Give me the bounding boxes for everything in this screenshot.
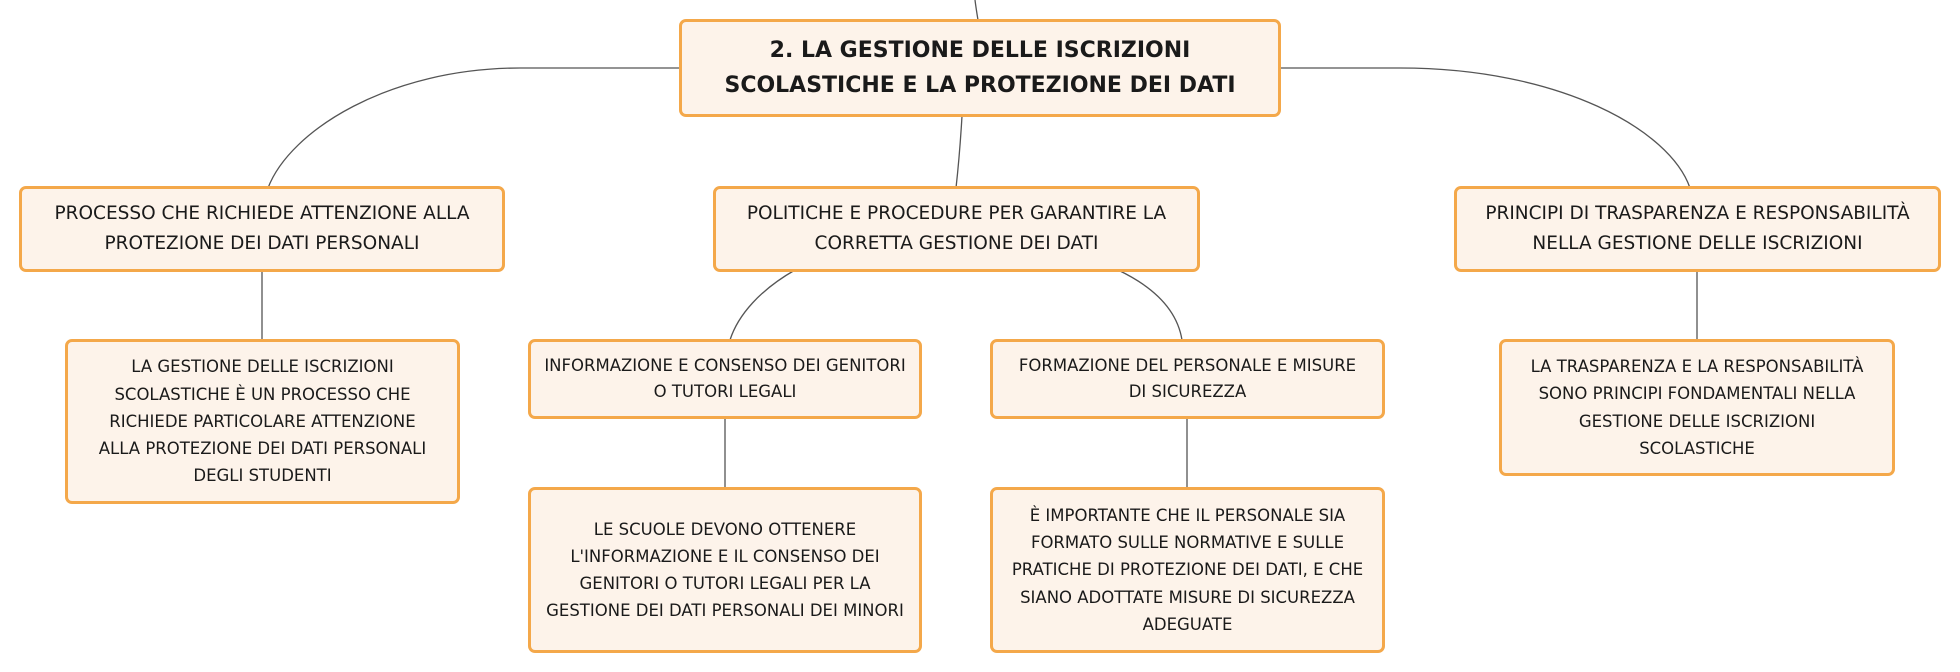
- topic-node-center-label: POLITICHE E PROCEDURE PER GARANTIRE LA CORRETTA GESTIONE DEI DATI: [746, 203, 1167, 254]
- detail-node-consent[interactable]: [528, 487, 922, 653]
- connector-top-stub: [975, 0, 978, 20]
- subtopic-node-training-label: FORMAZIONE DEL PERSONALE E MISURE DI SICUREZZA: [1018, 355, 1357, 401]
- connector-center-to-sub-a: [730, 270, 795, 340]
- detail-node-training[interactable]: [990, 487, 1385, 653]
- subtopic-node-consent[interactable]: [528, 339, 922, 419]
- connector-root-to-left: [268, 68, 680, 188]
- detail-node-right-label: LA TRASPARENZA E LA RESPONSABILITÀ SONO PRINCIPI FONDAMENTALI NELLA GESTIONE DELLE ISCRIZIONI SCOLASTICHE: [1530, 357, 1864, 458]
- topic-node-left-label: PROCESSO CHE RICHIEDE ATTENZIONE ALLA PROTEZIONE DEI DATI PERSONALI: [54, 203, 470, 254]
- topic-node-center[interactable]: [713, 186, 1200, 272]
- subtopic-node-training[interactable]: [990, 339, 1385, 419]
- connector-root-to-right: [1280, 68, 1690, 188]
- connector-root-to-center: [956, 116, 962, 188]
- detail-node-right[interactable]: [1499, 339, 1895, 476]
- root-node-label: 2. LA GESTIONE DELLE ISCRIZIONI SCOLASTICHE E LA PROTEZIONE DEI DATI: [724, 37, 1236, 98]
- detail-node-left-label: LA GESTIONE DELLE ISCRIZIONI SCOLASTICHE È UN PROCESSO CHE RICHIEDE PARTICOLARE ATTENZIONE ALLA PROTEZIONE DEI DATI PERSONALI DEGLI STUDENTI: [98, 357, 427, 486]
- detail-node-consent-label: LE SCUOLE DEVONO OTTENERE L'INFORMAZIONE E IL CONSENSO DEI GENITORI O TUTORI LEGALI PER LA GESTIONE DEI DATI PERSONALI DEI MINORI: [546, 519, 904, 621]
- detail-node-left[interactable]: [65, 339, 460, 504]
- topic-node-right[interactable]: [1454, 186, 1941, 272]
- connector-center-to-sub-b: [1118, 270, 1182, 340]
- subtopic-node-consent-label: INFORMAZIONE E CONSENSO DEI GENITORI O TUTORI LEGALI: [544, 355, 906, 401]
- topic-node-right-label: PRINCIPI DI TRASPARENZA E RESPONSABILITÀ NELLA GESTIONE DELLE ISCRIZIONI: [1485, 203, 1910, 254]
- topic-node-left[interactable]: [19, 186, 505, 272]
- root-node[interactable]: [679, 19, 1281, 117]
- detail-node-training-label: È IMPORTANTE CHE IL PERSONALE SIA FORMATO SULLE NORMATIVE E SULLE PRATICHE DI PROTEZIONE DEI DATI, E CHE SIANO ADOTTATE MISURE DI SICUREZZA ADEGUATE: [1011, 505, 1364, 634]
